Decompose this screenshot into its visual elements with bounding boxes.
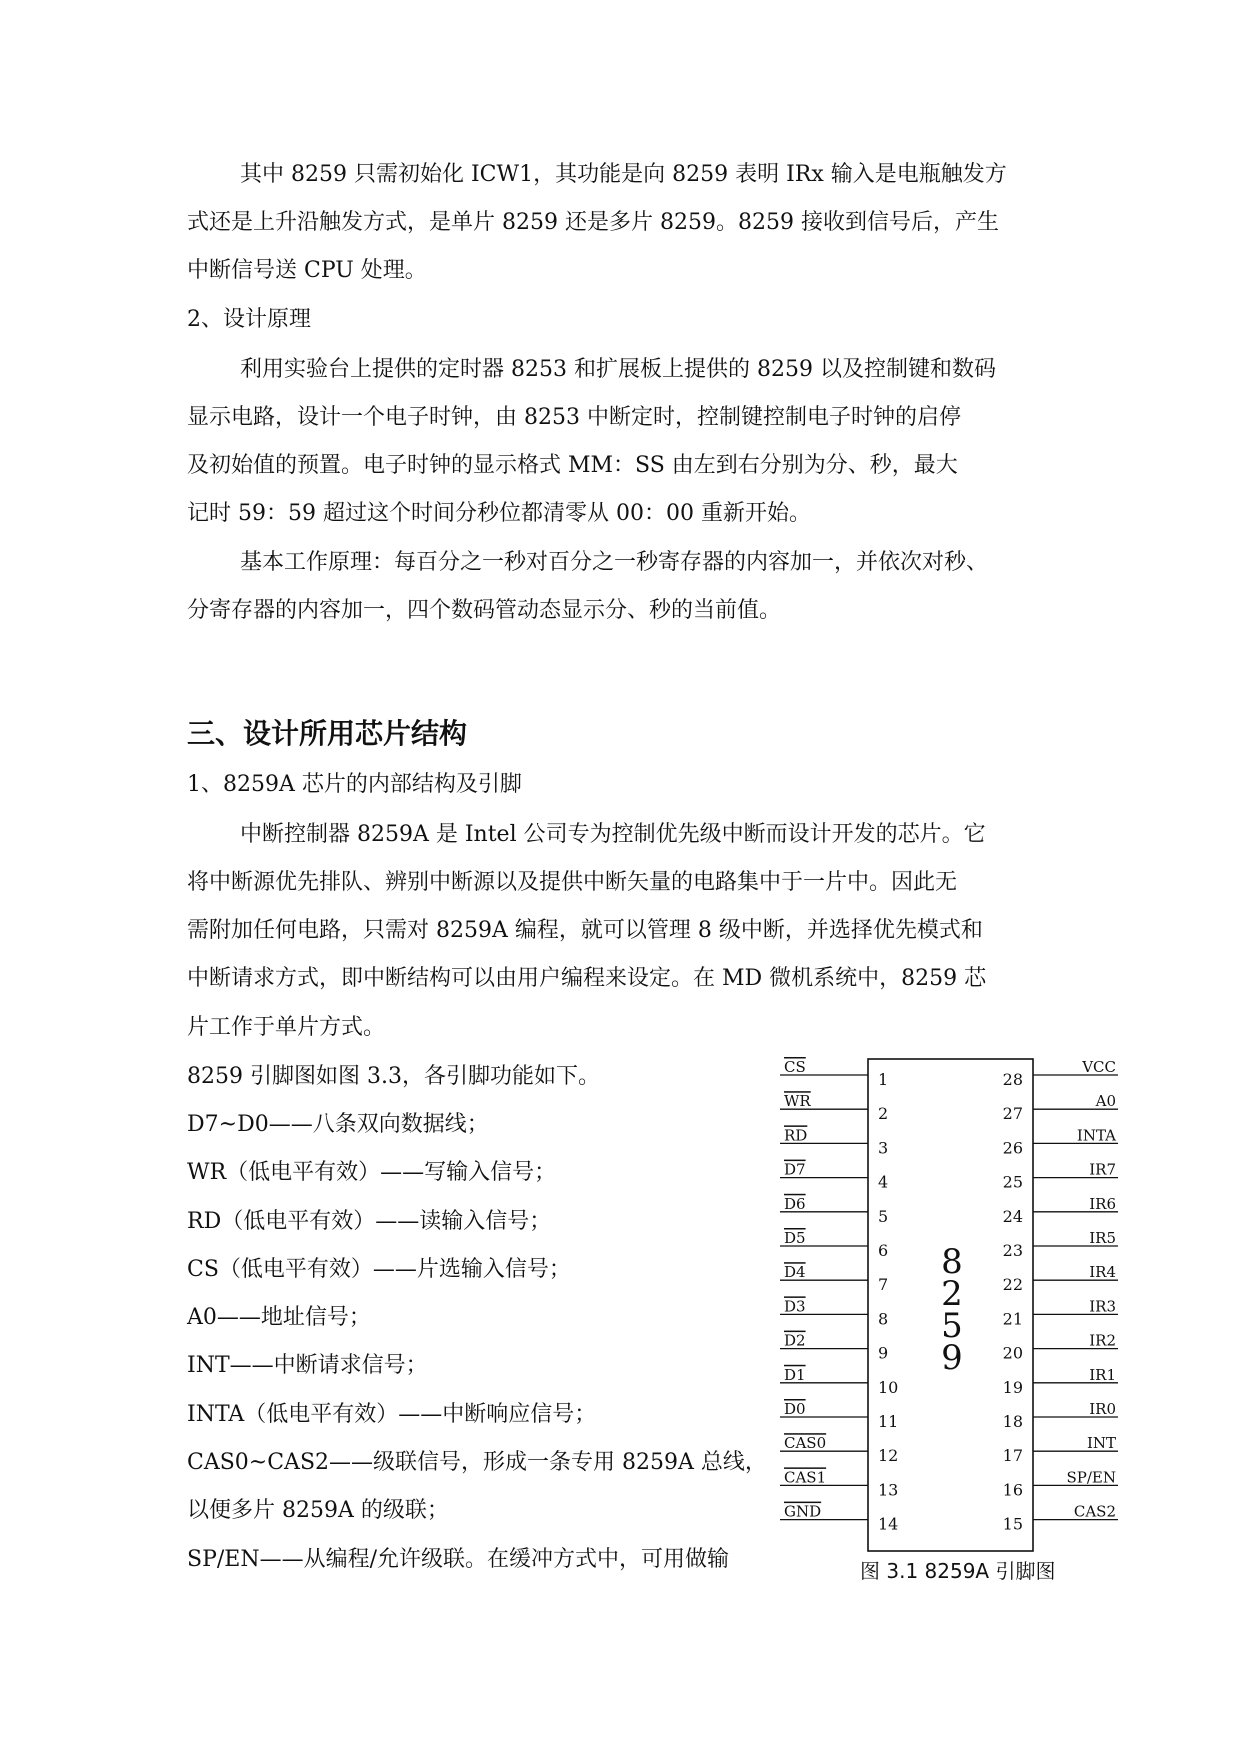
pin-number-left: 8 xyxy=(878,1309,889,1329)
pin-name-left: D6 xyxy=(784,1194,806,1213)
paragraph-line: 基本工作原理：每百分之一秒对百分之一秒寄存器的内容加一，并依次对秒、 xyxy=(240,550,989,575)
pin-number-right: 19 xyxy=(1002,1377,1023,1397)
pin-list-item: WR（低电平有效）——写输入信号； xyxy=(187,1160,557,1185)
paragraph-line: 及初始值的预置。电子时钟的显示格式 MM：SS 由左到右分别为分、秒，最大 xyxy=(187,453,958,478)
pin-number-right: 23 xyxy=(1002,1241,1023,1260)
chip-pin-diagram xyxy=(780,1055,1120,1555)
pin-list-item: CS（低电平有效）——片选输入信号； xyxy=(187,1257,571,1282)
section-heading: 三、设计所用芯片结构 xyxy=(187,717,468,750)
pin-name-left: D2 xyxy=(784,1331,806,1350)
paragraph-line: 中断请求方式，即中断结构可以由用户编程来设定。在 MD 微机系统中，8259 芯 xyxy=(187,966,987,991)
paragraph-line: 将中断源优先排队、辨别中断源以及提供中断矢量的电路集中于一片中。因此无 xyxy=(187,870,958,895)
pin-name-left: D7 xyxy=(784,1160,806,1179)
pin-list-item: INT——中断请求信号； xyxy=(187,1353,428,1378)
paragraph-line: 记时 59：59 超过这个时间分秒位都清零从 00：00 重新开始。 xyxy=(187,501,811,526)
pin-number-left: 12 xyxy=(878,1446,899,1466)
pin-name-left: GND xyxy=(784,1502,822,1521)
pin-name-left: CAS1 xyxy=(784,1468,827,1487)
pin-number-left: 6 xyxy=(878,1241,889,1260)
pin-number-right: 24 xyxy=(1002,1206,1023,1226)
pin-name-left: D1 xyxy=(784,1365,806,1384)
pin-name-left: CAS0 xyxy=(784,1434,827,1453)
paragraph-line: 显示电路，设计一个电子时钟，由 8253 中断定时，控制键控制电子时钟的启停 xyxy=(187,405,961,430)
paragraph-line: 中断信号送 CPU 处理。 xyxy=(187,258,427,283)
paragraph-line: 需附加任何电路，只需对 8259A 编程，就可以管理 8 级中断，并选择优先模式和 xyxy=(187,918,983,943)
pin-name-right: A0 xyxy=(1095,1092,1116,1111)
pin-number-right: 15 xyxy=(1002,1514,1023,1534)
chip-letter: 8 xyxy=(941,1242,963,1282)
chip-letter: 9 xyxy=(941,1338,963,1378)
pin-list-item: A0——地址信号； xyxy=(187,1305,371,1330)
figure-caption: 图 3.1 8259A 引脚图 xyxy=(860,1559,1056,1583)
pin-name-right: IR6 xyxy=(1089,1194,1116,1213)
pin-number-right: 20 xyxy=(1002,1343,1023,1363)
pin-name-right: VCC xyxy=(1082,1058,1116,1076)
pin-number-right: 18 xyxy=(1002,1412,1023,1431)
pin-name-right: IR0 xyxy=(1089,1400,1116,1418)
pin-name-right: IR1 xyxy=(1089,1365,1116,1384)
pin-number-right: 25 xyxy=(1002,1172,1023,1192)
paragraph-line: 式还是上升沿触发方式，是单片 8259 还是多片 8259。8259 接收到信号后，产生 xyxy=(187,210,999,235)
right-pins xyxy=(1003,1058,1118,1534)
pin-number-left: 2 xyxy=(878,1104,889,1124)
pin-name-left: D5 xyxy=(784,1229,806,1247)
pin-number-left: 11 xyxy=(878,1412,899,1431)
paragraph-line: 利用实验台上提供的定时器 8253 和扩展板上提供的 8259 以及控制键和数码 xyxy=(240,357,996,382)
pin-name-left: CS xyxy=(784,1058,806,1076)
pin-number-left: 5 xyxy=(878,1206,889,1226)
pin-list-item: 8259 引脚图如图 3.3，各引脚功能如下。 xyxy=(187,1064,600,1089)
pin-name-right: INT xyxy=(1086,1434,1116,1453)
left-pins xyxy=(780,1058,898,1534)
chip-letter: 5 xyxy=(941,1306,963,1346)
paragraph-line: 分寄存器的内容加一，四个数码管动态显示分、秒的当前值。 xyxy=(187,598,782,623)
pin-list-item: CAS0~CAS2——级联信号，形成一条专用 8259A 总线， xyxy=(187,1450,767,1475)
pin-name-left: D3 xyxy=(784,1297,806,1316)
pin-number-right: 16 xyxy=(1002,1480,1023,1500)
pin-name-right: CAS2 xyxy=(1073,1502,1116,1521)
pin-number-left: 4 xyxy=(878,1172,889,1192)
pin-number-right: 21 xyxy=(1002,1309,1023,1329)
pin-number-left: 3 xyxy=(878,1138,889,1158)
pin-list-item: D7~D0——八条双向数据线； xyxy=(187,1112,489,1137)
pin-number-left: 10 xyxy=(878,1377,899,1397)
pin-name-right: INTA xyxy=(1076,1126,1116,1145)
pin-number-right: 17 xyxy=(1002,1446,1023,1466)
pin-name-right: IR4 xyxy=(1089,1263,1116,1282)
chip-number-letters xyxy=(941,1242,963,1378)
pin-number-left: 13 xyxy=(878,1480,899,1500)
pin-number-left: 1 xyxy=(878,1070,889,1089)
pin-number-right: 28 xyxy=(1002,1070,1023,1089)
pin-name-left: WR xyxy=(784,1092,811,1111)
pin-number-right: 22 xyxy=(1002,1275,1023,1295)
chip-letter: 2 xyxy=(941,1274,963,1314)
subsection-title: 1、8259A 芯片的内部结构及引脚 xyxy=(187,772,522,797)
subsection-title: 2、设计原理 xyxy=(187,307,311,332)
pin-list-item: RD（低电平有效）——读输入信号； xyxy=(187,1209,552,1234)
pin-name-right: IR2 xyxy=(1089,1331,1116,1350)
pin-name-left: RD xyxy=(784,1126,808,1145)
pin-name-right: IR7 xyxy=(1089,1160,1116,1179)
pin-list-item: INTA（低电平有效）——中断响应信号； xyxy=(187,1402,597,1427)
paragraph-line: 其中 8259 只需初始化 ICW1，其功能是向 8259 表明 IRx 输入是电瓶触发方 xyxy=(240,162,1007,187)
pin-list-item: SP/EN——从编程/允许级联。在缓冲方式中，可用做输 xyxy=(187,1547,730,1572)
pin-number-left: 7 xyxy=(878,1275,889,1295)
pin-name-left: D0 xyxy=(784,1400,806,1418)
pin-name-left: D4 xyxy=(784,1263,806,1282)
pin-name-right: IR3 xyxy=(1089,1297,1116,1316)
pin-number-right: 26 xyxy=(1002,1138,1023,1158)
pin-number-left: 14 xyxy=(878,1514,899,1534)
pin-name-right: SP/EN xyxy=(1066,1468,1116,1487)
pin-number-left: 9 xyxy=(878,1343,889,1363)
pin-name-right: IR5 xyxy=(1089,1229,1116,1247)
pin-number-right: 27 xyxy=(1002,1104,1023,1124)
paragraph-line: 中断控制器 8259A 是 Intel 公司专为控制优先级中断而设计开发的芯片。它 xyxy=(240,822,986,847)
paragraph-line: 片工作于单片方式。 xyxy=(187,1015,386,1040)
pin-list-item: 以便多片 8259A 的级联； xyxy=(187,1498,449,1523)
